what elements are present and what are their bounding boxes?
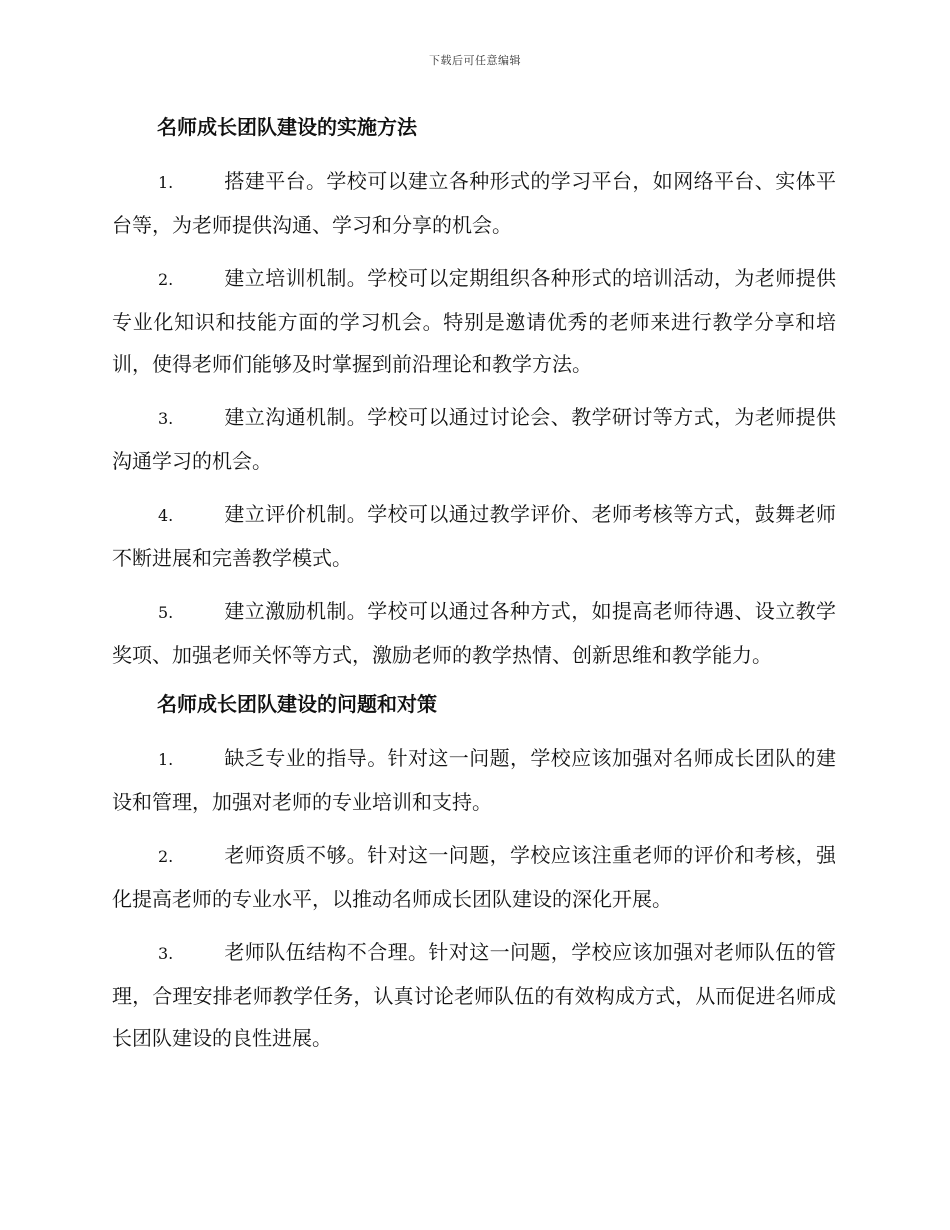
item-text: 建立培训机制。学校可以定期组织各种形式的培训活动，为老师提供专业化知识和技能方面的学习机会。特别是邀请优秀的老师来进行教学分享和培训，使得老师们能够及时掌握到前沿理论和教学方法。 bbox=[112, 266, 836, 376]
item-text: 建立激励机制。学校可以通过各种方式，如提高老师待遇、设立教学奖项、加强老师关怀等方式，激励老师的教学热情、创新思维和教学能力。 bbox=[112, 599, 836, 667]
item-number: 2. bbox=[158, 270, 174, 289]
list-item bbox=[112, 834, 836, 920]
item-number: 5. bbox=[158, 603, 174, 622]
page-header-note: 下载后可任意编辑 bbox=[429, 54, 521, 67]
section-title: 名师成长团队建设的实施方法 bbox=[157, 115, 417, 139]
list-item bbox=[112, 396, 836, 482]
list-item bbox=[112, 737, 836, 823]
item-text: 建立评价机制。学校可以通过教学评价、老师考核等方式，鼓舞老师不断进展和完善教学模式。 bbox=[112, 502, 836, 570]
item-number: 1. bbox=[158, 173, 174, 192]
list-item bbox=[112, 160, 836, 246]
list-item bbox=[112, 590, 836, 676]
section-title: 名师成长团队建设的问题和对策 bbox=[157, 692, 437, 716]
item-number: 3. bbox=[158, 409, 174, 428]
list-item bbox=[112, 493, 836, 579]
document-body bbox=[112, 110, 836, 1070]
item-text: 老师资质不够。针对这一问题，学校应该注重老师的评价和考核，强化提高老师的专业水平，以推动名师成长团队建设的深化开展。 bbox=[112, 843, 836, 911]
item-text: 老师队伍结构不合理。针对这一问题，学校应该加强对老师队伍的管理，合理安排老师教学任务，认真讨论老师队伍的有效构成方式，从而促进名师成长团队建设的良性进展。 bbox=[112, 940, 836, 1050]
item-number: 2. bbox=[158, 847, 174, 866]
item-number: 3. bbox=[158, 944, 174, 963]
item-text: 建立沟通机制。学校可以通过讨论会、教学研讨等方式，为老师提供沟通学习的机会。 bbox=[112, 405, 836, 473]
item-text: 缺乏专业的指导。针对这一问题，学校应该加强对名师成长团队的建设和管理，加强对老师的专业培训和支持。 bbox=[112, 746, 836, 814]
list-item bbox=[112, 931, 836, 1059]
item-text: 搭建平台。学校可以建立各种形式的学习平台，如网络平台、实体平台等，为老师提供沟通、学习和分享的机会。 bbox=[112, 169, 836, 237]
list-item bbox=[112, 257, 836, 385]
item-number: 1. bbox=[158, 750, 174, 769]
item-number: 4. bbox=[158, 506, 174, 525]
